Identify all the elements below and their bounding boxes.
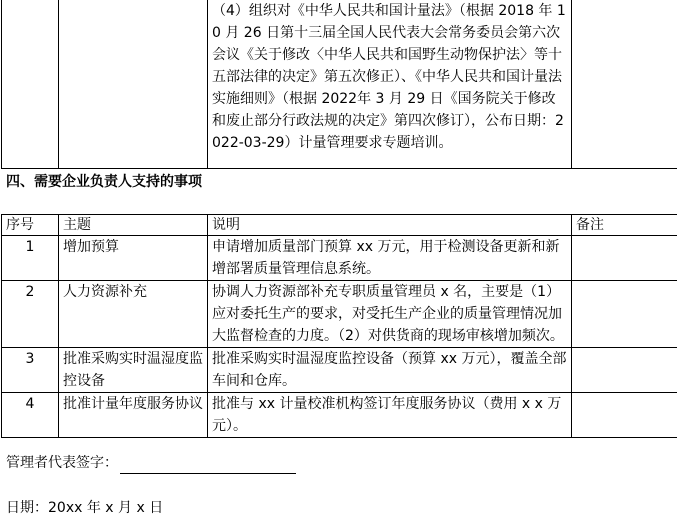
row-note [572,236,677,281]
header-no: 序号 [2,215,59,236]
training-item-4: （4）组织对《中华人民共和国计量法》（根据 2018 年 10 月 26 日第十三届全国人民代表大会常务委员会第六次会议《关于修改〈中华人民共和国野生动物保护法〉等十五部法律的决定》第五次修正）、《中华人民共和国计量法实施细则》（根据 2022年 3 月 29 日《国务院关于修改和废止部分行政法规的决定》第四次修订），公布日期：2022-03-29）计量管理要求专题培训。 [208,0,572,169]
date-line: 日期：20xx 年 x 月 x 日 [6,500,164,516]
table-cell [2,0,59,169]
table-row [2,281,677,348]
row-desc: 协调人力资源部补充专职质量管理员 x 名，主要是（1）应对委托生产的要求，对受托生产企业的质量管理情况加大监督检查的力度。（2）对供货商的现场审核增加频次。 [208,281,572,348]
signature-line [6,452,296,474]
row-note [572,348,677,393]
signature-label: 管理者代表签字： [6,455,118,471]
table-row [2,393,677,438]
row-no: 3 [2,348,59,393]
row-topic: 批准采购实时温湿度监控设备 [59,348,208,393]
row-note [572,281,677,348]
row-topic: 人力资源补充 [59,281,208,348]
row-desc: 批准采购实时温湿度监控设备（预算 xx 万元），覆盖全部车间和仓库。 [208,348,572,393]
header-desc: 说明 [208,215,572,236]
row-no: 1 [2,236,59,281]
table-row [2,236,677,281]
row-desc: 申请增加质量部门预算 xx 万元，用于检测设备更新和新增部署质量管理信息系统。 [208,236,572,281]
row-topic: 增加预算 [59,236,208,281]
table-cell [59,0,208,169]
row-topic: 批准计量年度服务协议 [59,393,208,438]
section-title: 四、需要企业负责人支持的事项 [6,174,202,190]
table-header-row [2,215,677,236]
table-row [2,348,677,393]
row-note [572,393,677,438]
row-no: 4 [2,393,59,438]
table-cell [572,0,677,169]
header-topic: 主题 [59,215,208,236]
support-items-table [1,214,677,438]
signature-blank [120,457,296,474]
previous-section-table [1,0,677,169]
row-desc: 批准与 xx 计量校准机构签订年度服务协议（费用 x x 万元）。 [208,393,572,438]
header-note: 备注 [572,215,677,236]
table-row [2,0,677,169]
row-no: 2 [2,281,59,348]
